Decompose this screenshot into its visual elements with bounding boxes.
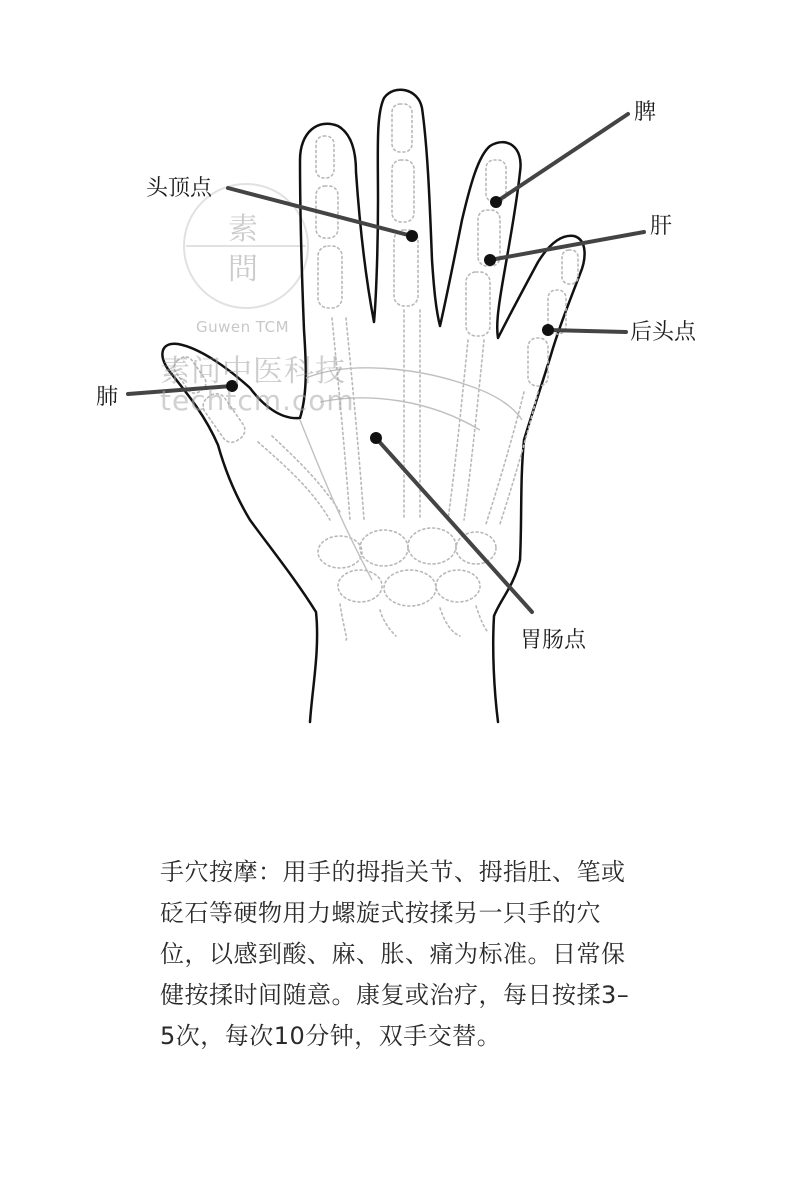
acupoint-back-head	[542, 324, 554, 336]
watermark-url: techtcm.com	[160, 384, 355, 417]
watermark-brand-en: Guwen TCM	[196, 318, 290, 336]
label-lung: 肺	[96, 385, 119, 410]
acupoint-head-top	[406, 230, 418, 242]
acupoint-liver	[484, 254, 496, 266]
label-stomach-intestine: 胃肠点	[520, 628, 587, 653]
leader-spleen	[496, 114, 628, 202]
watermark-seal-top: 素	[228, 212, 259, 247]
leader-back-head	[548, 330, 626, 332]
massage-instructions: 手穴按摩：用手的拇指关节、拇指肚、笔或砭石等硬物用力螺旋式按揉另一只手的穴位，以感到酸、麻、胀、痛为标准。日常保健按揉时间随意。康复或治疗，每日按揉3–5次，每次10分钟，双手交替。	[160, 858, 630, 1050]
label-spleen: 脾	[634, 100, 657, 125]
label-liver: 肝	[650, 214, 673, 239]
leader-stomach	[376, 438, 532, 612]
acupoint-spleen	[490, 196, 502, 208]
label-head-top: 头顶点	[146, 176, 213, 201]
watermark-seal-bottom: 問	[228, 252, 259, 287]
watermark-brand-cn: 素问中医科技	[160, 354, 346, 389]
acupoint-stomach	[370, 432, 382, 444]
label-back-head: 后头点	[630, 320, 697, 345]
